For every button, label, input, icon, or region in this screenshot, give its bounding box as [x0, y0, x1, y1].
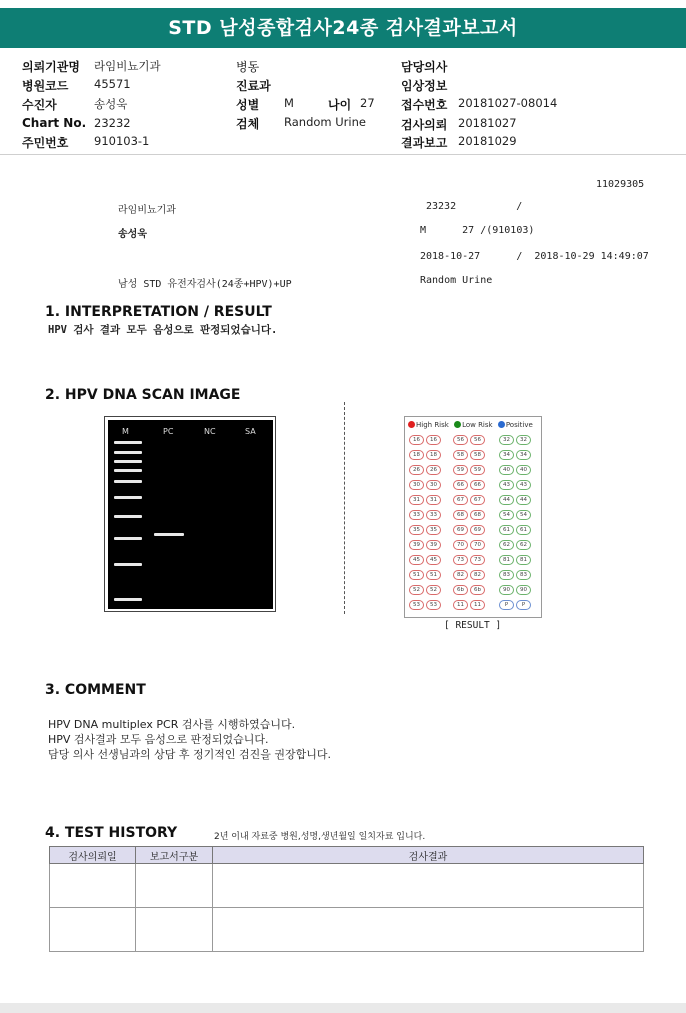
hpv-type-cell: 16: [409, 435, 424, 445]
scan-divider: [344, 402, 345, 614]
age-value: 27: [360, 96, 375, 110]
report-date-value: 20181029: [458, 134, 517, 148]
header-row-specimen: [236, 115, 366, 132]
hpv-type-cell: 66: [470, 480, 485, 490]
hpv-type-cell: 11: [453, 600, 468, 610]
low-risk-dot-icon: [454, 421, 461, 428]
report-id: 11029305: [596, 179, 645, 190]
report-patient: 송성욱: [118, 229, 147, 240]
hpv-type-cell: 6b: [470, 585, 485, 595]
hpv-type-cell: 53: [409, 600, 424, 610]
header-row-hospital-code: [22, 77, 131, 94]
history-col-request-date: 검사의뢰일: [50, 847, 136, 864]
history-col-result: 검사결과: [213, 847, 644, 864]
hpv-type-cell: 81: [516, 555, 531, 565]
hpv-type-cell: 61: [516, 525, 531, 535]
comment-line: HPV DNA multiplex PCR 검사를 시행하였습니다.: [48, 718, 296, 731]
hospital-code-label: 병원코드: [22, 79, 69, 93]
comment-line: HPV 검사결과 모두 음성으로 판정되었습니다.: [48, 733, 269, 746]
hpv-type-cell: 70: [470, 540, 485, 550]
hpv-type-cell: 34: [516, 450, 531, 460]
history-note: 2년 이내 자료중 병원,성명,생년월일 일치자료 입니다.: [214, 832, 426, 842]
table-row: [50, 864, 644, 908]
hpv-type-cell: 44: [499, 495, 514, 505]
grid-caption: [ RESULT ]: [444, 620, 502, 631]
table-cell: [213, 908, 644, 952]
header-row-patient: [22, 96, 128, 113]
hpv-type-cell: 11: [470, 600, 485, 610]
history-title: 4. TEST HISTORY: [45, 825, 178, 841]
interpretation-title: 1. INTERPRETATION / RESULT: [45, 304, 272, 320]
hospital-code-value: 45571: [94, 77, 131, 91]
hpv-type-cell: 6b: [453, 585, 468, 595]
hpv-type-cell: 62: [516, 540, 531, 550]
marker-band: [114, 563, 142, 566]
hpv-type-cell: 35: [409, 525, 424, 535]
hpv-type-cell: 56: [453, 435, 468, 445]
hpv-type-cell: 68: [453, 510, 468, 520]
hpv-type-cell: 26: [426, 465, 441, 475]
request-date-value: 20181027: [458, 116, 517, 130]
receipt-no-label: 접수번호: [401, 98, 448, 112]
dept-label: 진료과: [236, 79, 271, 93]
marker-band: [114, 480, 142, 483]
hpv-type-cell: 31: [426, 495, 441, 505]
gel-lane-label: NC: [204, 427, 216, 436]
high-risk-dot-icon: [408, 421, 415, 428]
hpv-type-cell: 43: [499, 480, 514, 490]
gel-lane-label: M: [122, 427, 129, 436]
report-specimen: Random Urine: [420, 275, 493, 286]
hpv-type-cell: 45: [409, 555, 424, 565]
hpv-type-cell: 30: [426, 480, 441, 490]
specimen-label: 검체: [236, 117, 260, 131]
hpv-type-cell: 58: [453, 450, 468, 460]
gel-background: [108, 420, 273, 609]
hpv-type-cell: 51: [409, 570, 424, 580]
history-header-row: [50, 847, 644, 864]
marker-band: [114, 441, 142, 444]
header-row-receipt: [401, 96, 558, 113]
sex-value: M: [284, 96, 294, 110]
hpv-type-cell: 69: [453, 525, 468, 535]
report-dates: 2018-10-27 / 2018-10-29 14:49:07: [420, 251, 649, 262]
rrn-value: 910103-1: [94, 134, 150, 148]
header-row-report: [401, 134, 517, 151]
interpretation-text: HPV 검사 결과 모두 음성으로 판정되었습니다.: [48, 324, 278, 336]
legend-label: Positive: [505, 421, 533, 429]
marker-band: [114, 496, 142, 499]
comment-line: 담당 의사 선생님과의 상담 후 정기적인 검진을 권장합니다.: [48, 748, 331, 761]
receipt-no-value: 20181027-08014: [458, 96, 558, 110]
hpv-type-cell: 58: [470, 450, 485, 460]
history-col-report-type: 보고서구분: [136, 847, 213, 864]
hpv-type-cell: 39: [409, 540, 424, 550]
marker-band: [114, 451, 142, 454]
institution-label: 의뢰기관명: [22, 60, 80, 74]
hpv-type-cell: 59: [453, 465, 468, 475]
hpv-type-cell: 51: [426, 570, 441, 580]
gel-lane-label: PC: [163, 427, 174, 436]
hpv-type-cell: 70: [453, 540, 468, 550]
hpv-type-cell: 40: [499, 465, 514, 475]
footer-band: [0, 1003, 686, 1013]
header-row-rrn: [22, 134, 150, 151]
hpv-type-cell: 31: [409, 495, 424, 505]
table-row: [50, 908, 644, 952]
hpv-type-cell: 73: [470, 555, 485, 565]
marker-band: [114, 537, 142, 540]
header-row-institution: [22, 58, 161, 75]
hpv-type-cell: 32: [499, 435, 514, 445]
hpv-type-cell: 81: [499, 555, 514, 565]
legend-label: High Risk: [416, 421, 449, 429]
hpv-type-cell: 44: [516, 495, 531, 505]
hpv-type-cell: P: [499, 600, 514, 610]
hpv-type-cell: 52: [409, 585, 424, 595]
hpv-type-cell: 40: [516, 465, 531, 475]
hpv-type-cell: 82: [453, 570, 468, 580]
hpv-type-cell: 66: [453, 480, 468, 490]
patient-value: 송성욱: [94, 97, 128, 111]
grid-legend: [408, 421, 533, 429]
hpv-result-grid: [404, 416, 542, 618]
table-cell: [50, 908, 136, 952]
hpv-type-cell: 32: [516, 435, 531, 445]
rrn-label: 주민번호: [22, 136, 69, 150]
hpv-type-cell: 90: [516, 585, 531, 595]
specimen-value: Random Urine: [284, 115, 366, 129]
chart-label: Chart No.: [22, 116, 87, 130]
hpv-type-cell: 18: [426, 450, 441, 460]
hpv-type-cell: P: [516, 600, 531, 610]
hpv-type-cell: 30: [409, 480, 424, 490]
hpv-type-cell: 53: [426, 600, 441, 610]
hpv-type-cell: 82: [470, 570, 485, 580]
hpv-type-cell: 59: [470, 465, 485, 475]
table-cell: [136, 864, 213, 908]
ward-label: 병동: [236, 60, 260, 74]
hpv-type-cell: 33: [409, 510, 424, 520]
header-row-clinical: [401, 77, 447, 94]
hpv-type-cell: 26: [409, 465, 424, 475]
header-row-request: [401, 116, 517, 133]
hpv-type-cell: 35: [426, 525, 441, 535]
positive-dot-icon: [498, 421, 505, 428]
table-cell: [213, 864, 644, 908]
hpv-type-cell: 39: [426, 540, 441, 550]
report-date-label: 결과보고: [401, 136, 448, 150]
hpv-type-cell: 67: [470, 495, 485, 505]
header-divider: [0, 154, 686, 155]
marker-band: [114, 515, 142, 518]
gel-lane-label: SA: [245, 427, 256, 436]
report-test-name: 남성 STD 유전자검사(24종+HPV)+UP: [118, 279, 292, 290]
legend-label: Low Risk: [462, 421, 493, 429]
gel-image: [104, 416, 276, 612]
scan-title: 2. HPV DNA SCAN IMAGE: [45, 387, 241, 403]
patient-label: 수진자: [22, 98, 57, 112]
comment-title: 3. COMMENT: [45, 682, 146, 698]
hpv-type-cell: 68: [470, 510, 485, 520]
report-hospital: 라임비뇨기과: [118, 205, 176, 216]
hpv-type-cell: 61: [499, 525, 514, 535]
header-row-chart: [22, 116, 131, 130]
report-chart-line: 23232 /: [426, 201, 523, 212]
table-cell: [136, 908, 213, 952]
hpv-type-cell: 56: [470, 435, 485, 445]
hpv-type-cell: 54: [499, 510, 514, 520]
institution-value: 라임비뇨기과: [94, 59, 161, 73]
hpv-type-cell: 52: [426, 585, 441, 595]
hpv-type-cell: 69: [470, 525, 485, 535]
hpv-type-cell: 33: [426, 510, 441, 520]
age-label: 나이: [328, 98, 352, 112]
doctor-label: 담당의사: [401, 60, 448, 74]
hpv-type-cell: 83: [516, 570, 531, 580]
hpv-type-cell: 67: [453, 495, 468, 505]
hpv-type-cell: 43: [516, 480, 531, 490]
hpv-type-cell: 73: [453, 555, 468, 565]
clinical-info-label: 임상정보: [401, 79, 448, 93]
pc-band: [154, 533, 184, 536]
marker-band: [114, 598, 142, 601]
table-cell: [50, 864, 136, 908]
history-table: [49, 846, 644, 952]
hpv-type-cell: 83: [499, 570, 514, 580]
hpv-type-cell: 90: [499, 585, 514, 595]
hpv-type-cell: 18: [409, 450, 424, 460]
hpv-type-cell: 16: [426, 435, 441, 445]
hpv-type-cell: 45: [426, 555, 441, 565]
hpv-type-cell: 62: [499, 540, 514, 550]
report-title: STD 남성종합검사24종 검사결과보고서: [0, 8, 686, 48]
sex-label: 성별: [236, 98, 260, 112]
header-row-sex-age: [236, 96, 375, 113]
request-date-label: 검사의뢰: [401, 118, 448, 132]
report-sex-age: M 27 /(910103): [420, 225, 535, 236]
hpv-type-cell: 54: [516, 510, 531, 520]
hpv-type-cell: 34: [499, 450, 514, 460]
marker-band: [114, 469, 142, 472]
chart-value: 23232: [94, 116, 131, 130]
marker-band: [114, 460, 142, 463]
header-row-doctor: [401, 58, 447, 75]
